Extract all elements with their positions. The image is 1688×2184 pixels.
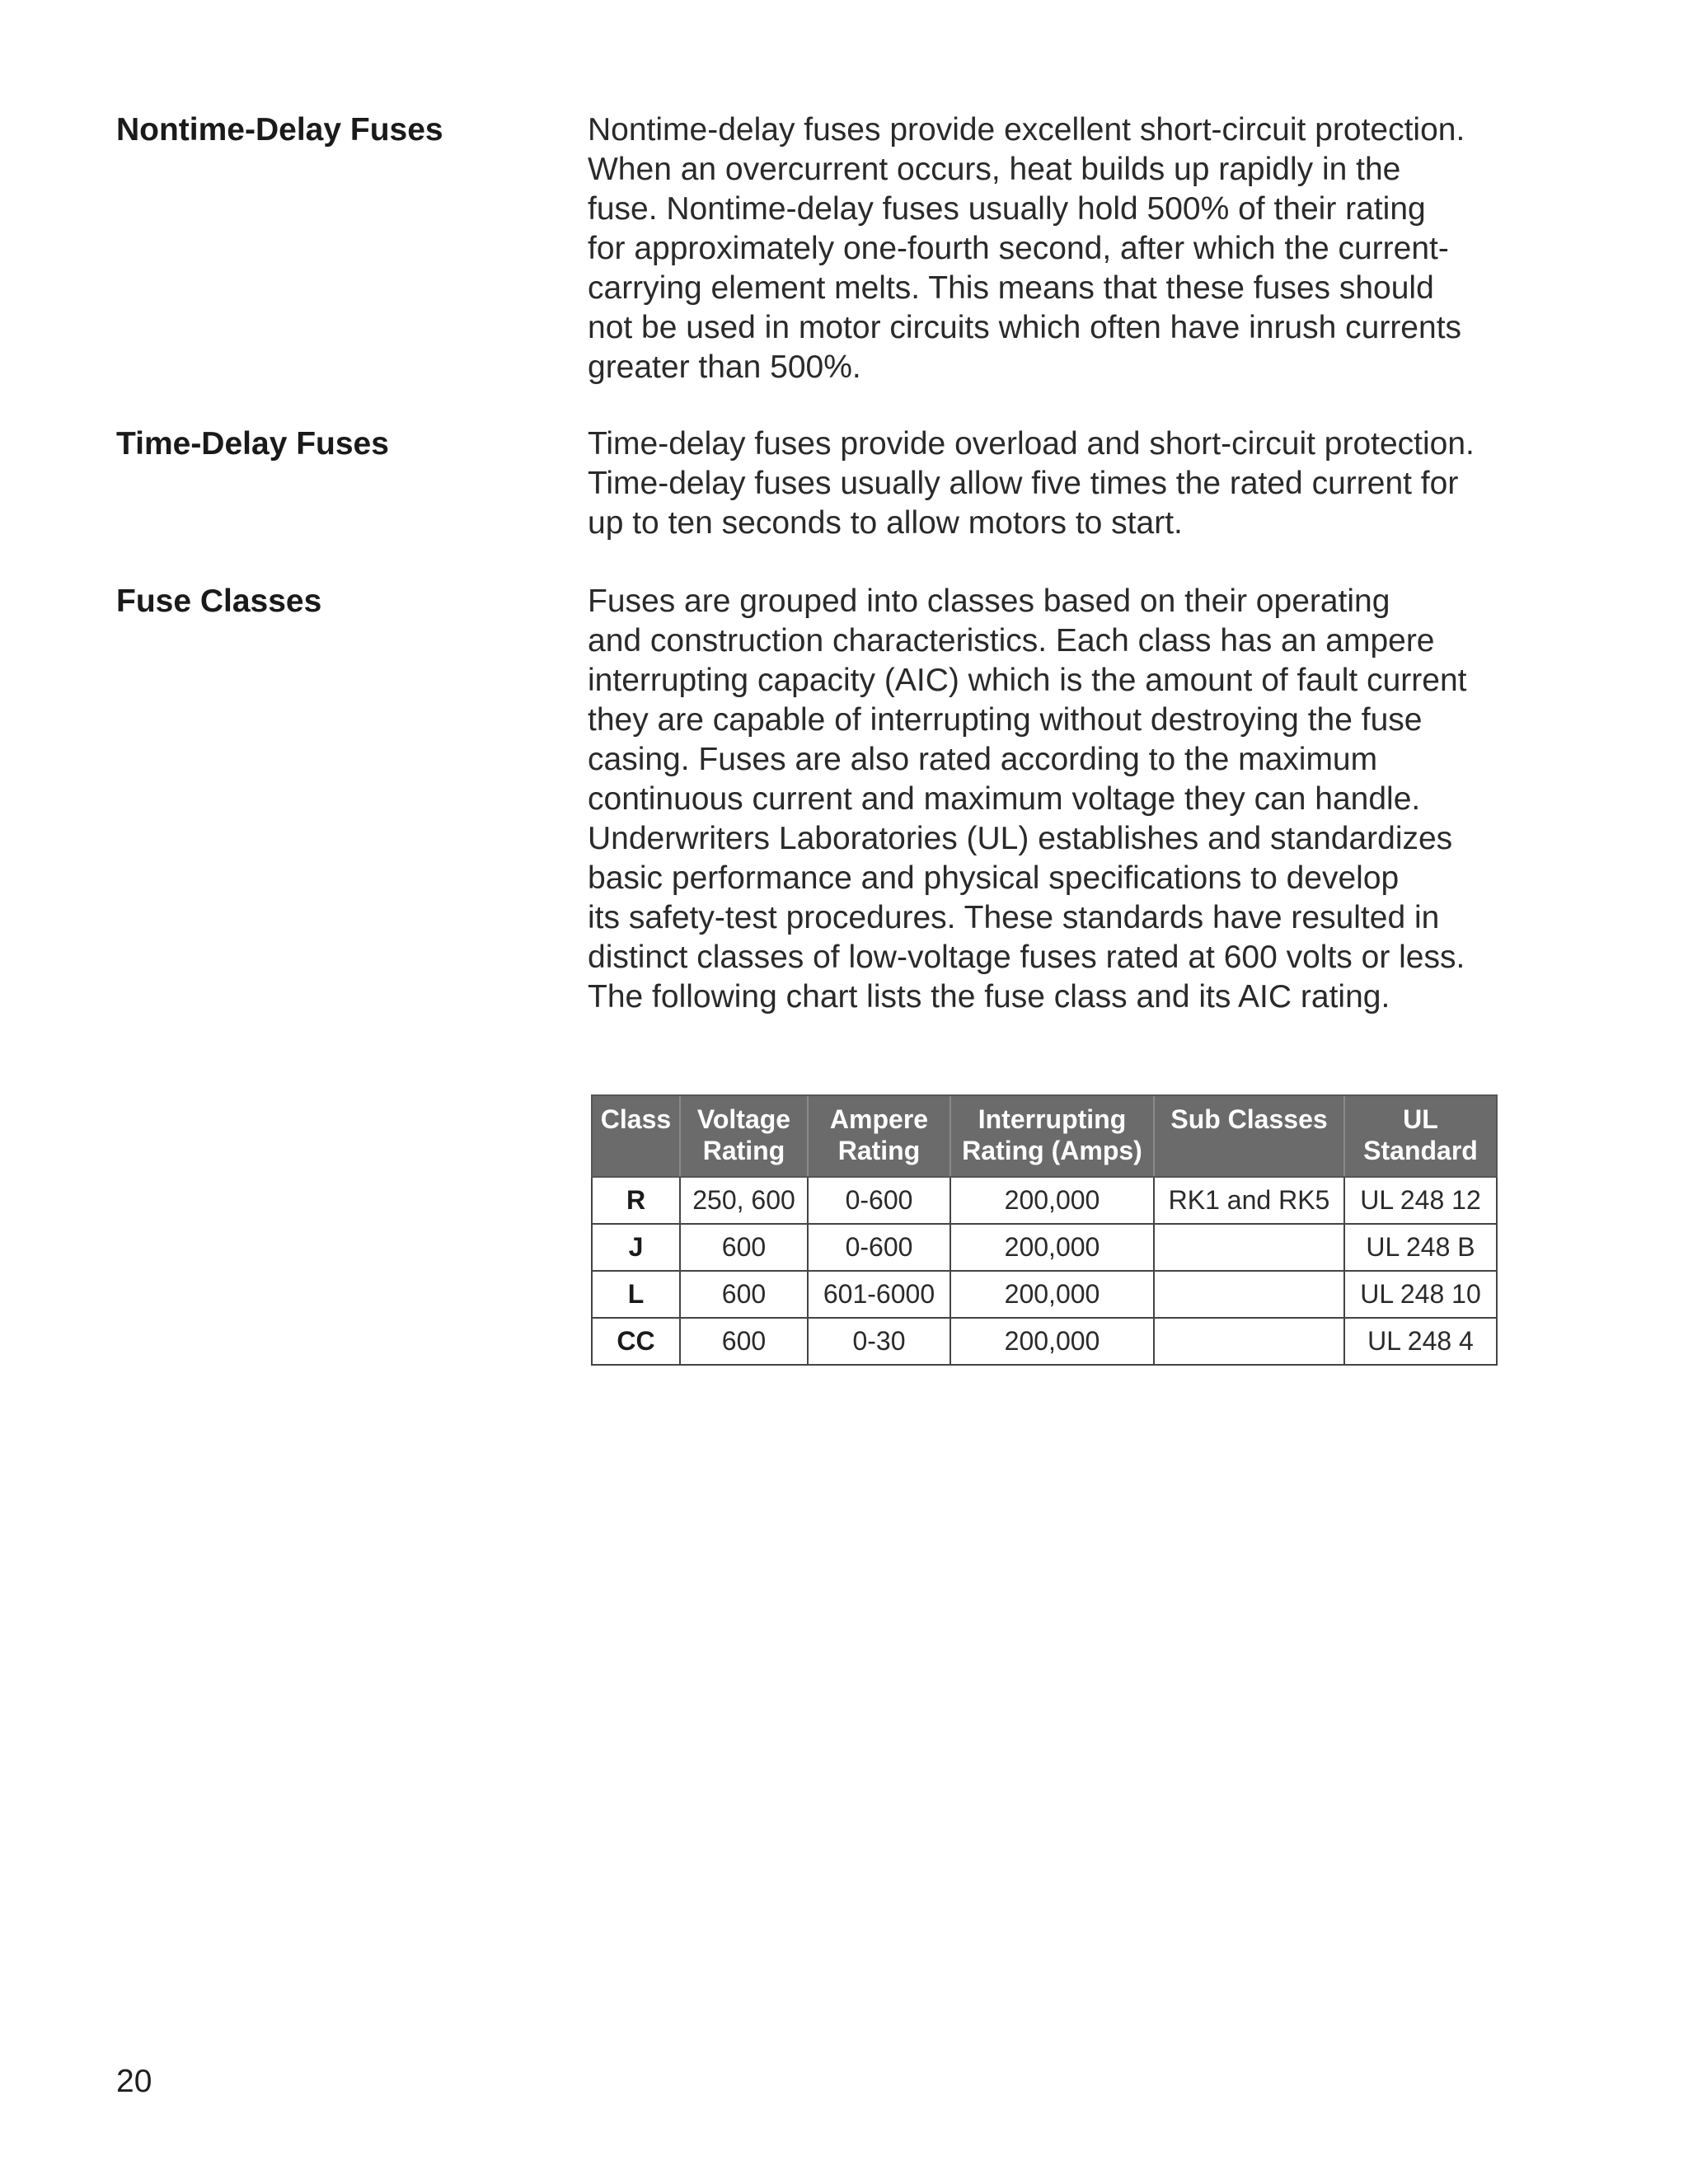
body-line: fuse. Nontime-delay fuses usually hold 500% of their rating xyxy=(588,191,1426,227)
section-body xyxy=(588,582,1503,1017)
body-line: carrying element melts. This means that these fuses should xyxy=(588,270,1434,306)
body-line: Nontime-delay fuses provide excellent short-circuit protection. xyxy=(588,112,1465,148)
table-row xyxy=(592,1271,1497,1318)
column-header-ul-standard xyxy=(1344,1095,1497,1177)
section-heading: Fuse Classes xyxy=(116,583,322,619)
cell-voltage-rating: 250, 600 xyxy=(680,1177,808,1224)
cell-voltage-rating: 600 xyxy=(680,1271,808,1318)
section-body xyxy=(588,110,1503,387)
cell-ampere-rating: 0-600 xyxy=(808,1177,950,1224)
cell-interrupting-rating: 200,000 xyxy=(950,1224,1154,1271)
table-row xyxy=(592,1224,1497,1271)
cell-ul-standard: UL 248 12 xyxy=(1344,1177,1497,1224)
cell-sub-classes xyxy=(1154,1271,1344,1318)
cell-ampere-rating: 0-30 xyxy=(808,1318,950,1365)
cell-class: L xyxy=(592,1271,680,1318)
cell-class: R xyxy=(592,1177,680,1224)
header-line: Rating xyxy=(702,1136,785,1165)
body-line: and construction characteristics. Each class has an ampere xyxy=(588,623,1435,658)
cell-sub-classes: RK1 and RK5 xyxy=(1154,1177,1344,1224)
cell-class: J xyxy=(592,1224,680,1271)
cell-interrupting-rating: 200,000 xyxy=(950,1271,1154,1318)
table-header-row xyxy=(592,1095,1497,1177)
column-header-class xyxy=(592,1095,680,1177)
page-number: 20 xyxy=(116,2064,152,2099)
body-line: its safety-test procedures. These standards have resulted in xyxy=(588,900,1440,935)
body-line: basic performance and physical specifications to develop xyxy=(588,860,1400,896)
cell-voltage-rating: 600 xyxy=(680,1318,808,1365)
section-heading: Time-Delay Fuses xyxy=(116,426,389,462)
body-line: Time-delay fuses usually allow five times the rated current for xyxy=(588,466,1459,501)
header-line: Rating xyxy=(837,1136,921,1165)
cell-interrupting-rating: 200,000 xyxy=(950,1177,1154,1224)
body-line: not be used in motor circuits which often have inrush currents xyxy=(588,310,1462,345)
body-line: interrupting capacity (AIC) which is the amount of fault current xyxy=(588,663,1467,698)
cell-ul-standard: UL 248 B xyxy=(1344,1224,1497,1271)
header-line: Class xyxy=(600,1104,672,1134)
header-line: Rating (Amps) xyxy=(962,1136,1142,1165)
header-line: Standard xyxy=(1363,1136,1478,1165)
header-line: Ampere xyxy=(829,1104,929,1134)
header-line: UL xyxy=(1403,1104,1438,1134)
cell-ampere-rating: 601-6000 xyxy=(808,1271,950,1318)
cell-voltage-rating: 600 xyxy=(680,1224,808,1271)
table-body xyxy=(592,1177,1497,1365)
cell-ul-standard: UL 248 4 xyxy=(1344,1318,1497,1365)
cell-ampere-rating: 0-600 xyxy=(808,1224,950,1271)
cell-ul-standard: UL 248 10 xyxy=(1344,1271,1497,1318)
body-line: up to ten seconds to allow motors to start. xyxy=(588,505,1183,541)
table-row xyxy=(592,1318,1497,1365)
fuse-class-table xyxy=(591,1094,1498,1366)
cell-sub-classes xyxy=(1154,1318,1344,1365)
header-line: Interrupting xyxy=(978,1104,1127,1134)
section-body xyxy=(588,424,1503,543)
body-line: When an overcurrent occurs, heat builds up rapidly in the xyxy=(588,152,1401,187)
column-header-sub-classes xyxy=(1154,1095,1344,1177)
body-line: The following chart lists the fuse class and its AIC rating. xyxy=(588,979,1390,1015)
body-line: Underwriters Laboratories (UL) establishes and standardizes xyxy=(588,821,1453,856)
column-header-voltage-rating xyxy=(680,1095,808,1177)
header-line: Sub Classes xyxy=(1170,1104,1328,1134)
body-line: Fuses are grouped into classes based on their operating xyxy=(588,583,1390,619)
cell-interrupting-rating: 200,000 xyxy=(950,1318,1154,1365)
column-header-interrupting-rating xyxy=(950,1095,1154,1177)
body-line: they are capable of interrupting without destroying the fuse xyxy=(588,702,1423,738)
section-heading: Nontime-Delay Fuses xyxy=(116,112,443,148)
body-line: casing. Fuses are also rated according to the maximum xyxy=(588,742,1378,777)
table-row xyxy=(592,1177,1497,1224)
body-line: greater than 500%. xyxy=(588,349,861,385)
cell-sub-classes xyxy=(1154,1224,1344,1271)
table-header xyxy=(592,1095,1497,1177)
body-line: continuous current and maximum voltage they can handle. xyxy=(588,781,1421,817)
body-line: for approximately one-fourth second, after which the current- xyxy=(588,231,1449,266)
body-line: distinct classes of low-voltage fuses rated at 600 volts or less. xyxy=(588,940,1465,975)
header-line: Voltage xyxy=(696,1104,791,1134)
cell-class: CC xyxy=(592,1318,680,1365)
body-line: Time-delay fuses provide overload and short-circuit protection. xyxy=(588,426,1475,462)
column-header-ampere-rating xyxy=(808,1095,950,1177)
